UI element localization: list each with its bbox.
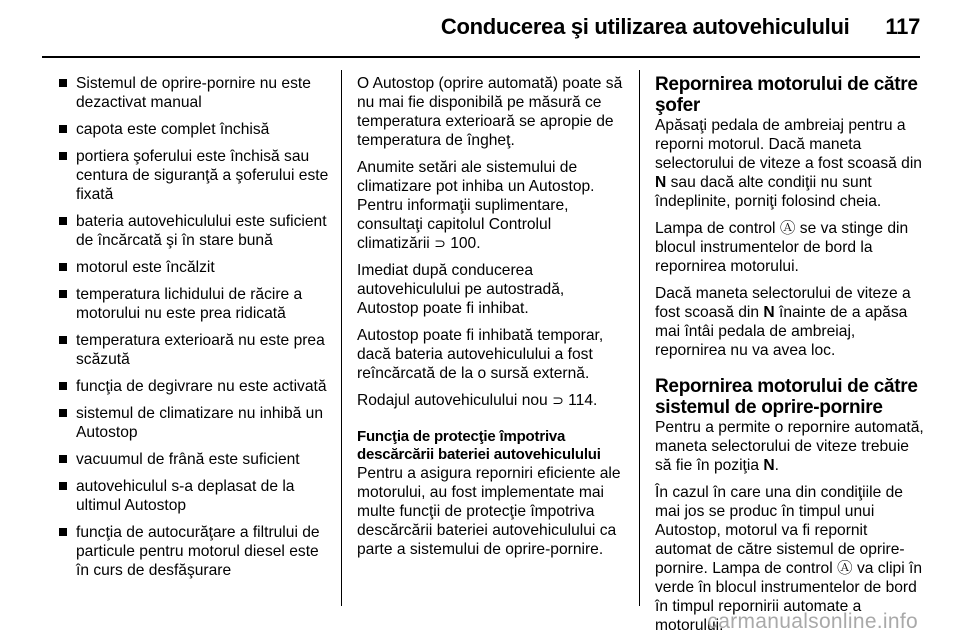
list-item: temperatura lichidului de răcire a motorului nu este prea ridicată [58,285,330,323]
autostop-lamp-icon: Ⓐ [837,560,853,577]
section-subheading: Funcţia de protecţie împotriva descărcării bateriei autovehiculului [357,428,601,463]
watermark: carmanualsonline.info [707,610,918,633]
list-item: capota este complet închisă [58,120,330,139]
paragraph-text: Rodajul autovehiculului nou [357,392,548,409]
column-2 [357,74,627,567]
cross-ref-link[interactable]: 114. [568,392,598,409]
paragraph-text: Anumite setări ale sistemului de climatizare pot inhiba un Autostop. Pentru informaţii suplimentare, consultaţi capitolul Controlul climatizării [357,159,595,252]
list-item: sistemul de climatizare nu inhibă un Autostop [58,404,330,442]
paragraph [357,391,627,410]
list-item: portiera şoferului este închisă sau centura de siguranţă a şoferului este fixată [58,147,330,204]
paragraph: Imediat după conducerea autovehiculului pe autostradă, Autostop poate fi inhibat. [357,262,565,317]
list-item: funcţia de degivrare nu este activată [58,377,330,396]
column-divider-2 [639,70,640,606]
list-item: temperatura exterioară nu este prea scăzută [58,331,330,369]
cross-ref-link[interactable]: 100. [450,235,481,252]
list-item: motorul este încălzit [58,258,330,277]
cross-ref-arrow-icon: ⊃ [434,235,446,251]
paragraph: Lampa de control Ⓐ se va stinge din blocul instrumentelor de bord la repornirea motorului. [655,220,909,275]
page-number: 117 [885,14,920,39]
gear-position: N [763,304,775,321]
cross-ref-arrow-icon: ⊃ [552,392,564,408]
paragraph: O Autostop (oprire automată) poate să nu mai fie disponibilă pe măsură ce temperatura exterioară se apropie de temperatura de îngheţ. [357,75,623,149]
paragraph: Pentru a asigura reporniri eficiente ale motorului, au fost implementate mai multe funcţii de protecţie împotriva descărcării bateriei autovehiculului ca parte a sistemului de oprire-pornire. [357,465,621,558]
gear-position: N [763,457,775,474]
page-header [441,14,920,40]
condition-list [58,74,330,580]
paragraph: Dacă maneta selectorului de viteze a fost scoasă din N înainte de a apăsa mai întâi pedala de ambreiaj, repornirea nu va avea loc. [655,285,911,359]
gear-position: N [655,174,667,191]
section-heading: Repornirea motorului de către sistemul de oprire-pornire [655,376,918,418]
paragraph: Pentru a permite o repornire automată, maneta selectorului de viteze trebuie să fie în poziţia N. [655,419,924,474]
autostop-lamp-icon: Ⓐ [779,220,796,237]
page-title: Conducerea şi utilizarea autovehiculului [440,14,850,39]
paragraph: În cazul în care una din condiţiile de mai jos se produc în timpul unui Autostop, motorul va fi repornit automat de către sistemul de oprire-pornire. Lampa de control Ⓐ va clipi în verde în blocul instrumentelor de bord în timpul repornirii automate a motorului. [655,484,923,634]
column-divider-1 [341,70,342,606]
paragraph [357,158,627,253]
list-item: bateria autovehiculului este suficient de încărcată şi în stare bună [58,212,330,250]
list-item: funcţia de autocurăţare a filtrului de particule pentru motorul diesel este în curs de desfăşurare [58,523,330,580]
list-item: Sistemul de oprire-pornire nu este dezactivat manual [58,74,330,112]
paragraph: Apăsaţi pedala de ambreiaj pentru a reporni motorul. Dacă maneta selectorului de viteze a fost scoasă din N sau dacă alte condiţii nu sunt îndeplinite, porniţi folosind cheia. [655,117,922,210]
column-3 [655,74,925,643]
column-1 [58,74,330,588]
list-item: vacuumul de frână este suficient [58,450,330,469]
section-heading: Repornirea motorului de către şofer [655,74,918,116]
header-rule [42,56,920,58]
list-item: autovehiculul s-a deplasat de la ultimul Autostop [58,477,330,515]
paragraph: Autostop poate fi inhibată temporar, dacă bateria autovehiculului a fost reîncărcată de la o sursă externă. [357,327,604,382]
